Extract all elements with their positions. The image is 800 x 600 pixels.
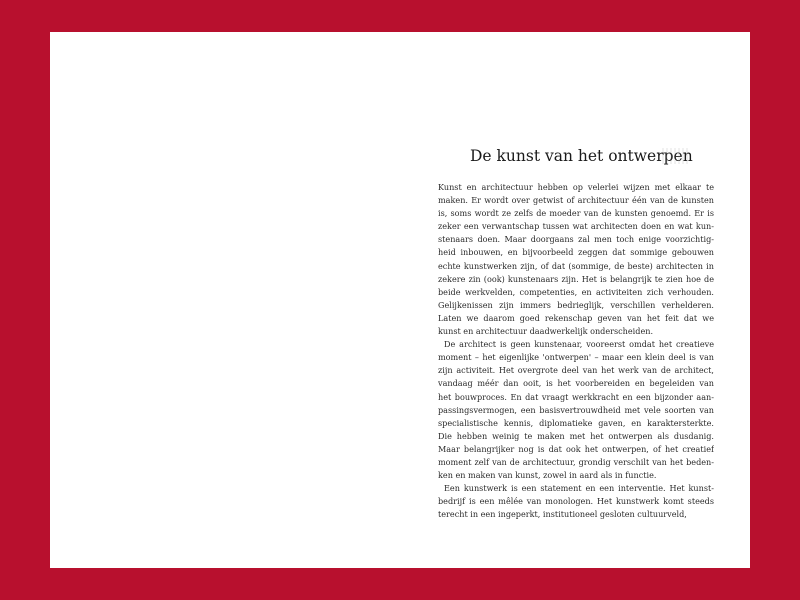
text-line: beide werkvelden, competenties, en activiteiten zich verhouden. <box>438 286 714 297</box>
text-line: moment – het eigenlijke 'ontwerpen' – maar een klein deel is van <box>438 352 714 363</box>
text-line: maken. Er wordt over getwist of architectuur één van de kunsten <box>438 195 714 206</box>
text-line: moment zelf van de architectuur, grondig verschilt van het beden- <box>438 456 714 467</box>
body-text <box>438 181 714 521</box>
text-line: echte kunstwerken zijn, of dat (sommige, de beste) architecten in <box>438 260 714 271</box>
text-line: heid inbouwen, en bijvoorbeeld zeggen dat sommige gebouwen <box>438 247 714 258</box>
text-line: Maar belangrijker nog is dat ook het ontwerpen, of het creatief <box>438 443 714 454</box>
text-line: bedrijf is een mêlée van monologen. Het kunstwerk komt steeds <box>438 496 714 507</box>
text-line: het bouwproces. En dat vraagt werkkracht en een bijzonder aan- <box>438 391 714 402</box>
text-line: Kunst en architectuur hebben op velerlei wijzen met elkaar te <box>438 182 714 192</box>
right-page <box>400 32 750 568</box>
text-line: is, soms wordt ze zelfs de moeder van de kunsten genoemd. Er is <box>438 208 714 219</box>
book-spread <box>50 32 750 568</box>
text-line: stenaars doen. Maar doorgaans zal men toch enige voorzichtig- <box>438 234 714 245</box>
chapter-title: De kunst van het ontwerpen <box>470 147 693 165</box>
text-line: Gelijkenissen zijn immers bedrieglijk, verschillen verhelderen. <box>438 299 714 310</box>
text-line: vandaag méér dan ooit, is het voorbereiden en begeleiden van <box>438 378 714 389</box>
text-line: passingsvermogen, een basisvertrouwdheid met vele soorten van <box>438 404 714 415</box>
text-line: Een kunstwerk is een statement en een interventie. Het kunst- <box>444 483 714 494</box>
text-line: terecht in een ingeperkt, institutioneel gesloten cultuurveld, <box>438 509 687 520</box>
text-line: zekere zin (ook) kunstenaars zijn. Het is belangrijk te zien hoe de <box>438 273 714 284</box>
text-line: zijn activiteit. Het overgrote deel van het werk van de architect, <box>438 365 714 376</box>
text-line: zeker een verwantschap tussen wat architecten doen en wat kun- <box>438 221 714 232</box>
text-line: specialistische kennis, diplomatieke gaven, en karaktersterkte. <box>438 417 714 428</box>
text-line: kunst en architectuur daadwerkelijk onderscheiden. <box>438 326 654 337</box>
text-line: Die hebben weinig te maken met het ontwerpen als dusdanig. <box>438 430 714 441</box>
text-line: ken en maken van kunst, zowel in aard als in functie. <box>438 470 657 481</box>
text-line: Laten we daarom goed rekenschap geven van het feit dat we <box>438 312 714 323</box>
text-line: De architect is geen kunstenaar, vooreerst omdat het creatieve <box>444 339 714 350</box>
left-page <box>50 32 400 568</box>
show-through-shadow <box>662 148 688 164</box>
